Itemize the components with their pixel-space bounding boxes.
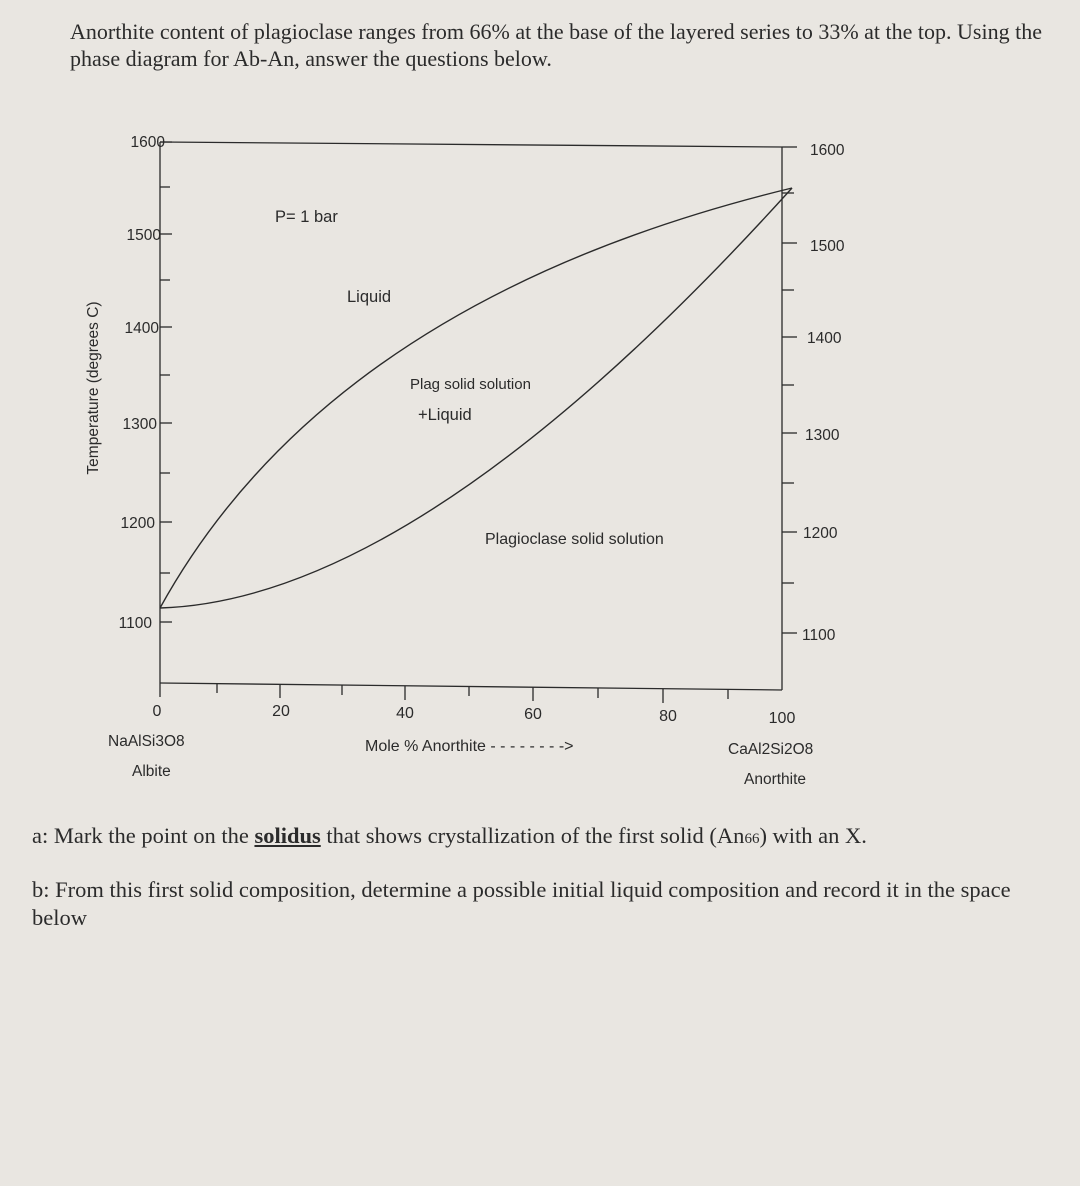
question-a-prefix: a: Mark the point on the — [32, 823, 255, 848]
y-axis-title: Temperature (degrees C) — [85, 301, 102, 475]
x-axis-title: Mole % Anorthite - - - - - - - -> — [365, 738, 574, 755]
left-tick-label: 1500 — [126, 227, 161, 244]
left-tick-label: 1400 — [124, 320, 159, 337]
bottom-tick-label: 60 — [524, 706, 542, 723]
right-axis-labels — [802, 142, 845, 644]
liquidus-curve — [160, 188, 792, 608]
left-tick-label: 1600 — [130, 134, 165, 151]
left-tick-label: 1200 — [120, 515, 155, 532]
question-a-subscript: 66 — [744, 831, 760, 847]
frame-bottom — [160, 683, 782, 690]
question-a-mid: that shows crystallization of the first solid (An — [320, 823, 745, 848]
region-two-phase-line2: +Liquid — [418, 406, 472, 424]
region-solid-label: Plagioclase solid solution — [485, 531, 664, 548]
region-two-phase-line1: Plag solid solution — [410, 376, 531, 393]
bottom-tick-label: 80 — [659, 708, 677, 725]
right-endmember-formula: CaAl2Si2O8 — [728, 741, 814, 758]
right-tick-label: 1400 — [807, 330, 842, 347]
axis-ticks — [160, 142, 797, 703]
right-endmember-name: Anorthite — [744, 771, 807, 788]
question-a-keyword: solidus — [254, 823, 321, 848]
left-endmember-name: Albite — [132, 763, 171, 780]
region-liquid-label: Liquid — [347, 288, 392, 306]
left-tick-label: 1300 — [122, 416, 157, 433]
right-tick-label: 1600 — [810, 142, 845, 159]
question-a-suffix: ) with an X. — [759, 823, 867, 848]
solidus-curve — [160, 188, 792, 608]
pressure-label: P= 1 bar — [275, 208, 338, 226]
right-tick-label: 1200 — [803, 525, 838, 542]
bottom-tick-label: 20 — [272, 703, 290, 720]
bottom-tick-label: 100 — [768, 710, 796, 727]
bottom-axis-labels — [153, 703, 796, 727]
right-tick-label: 1300 — [805, 427, 840, 444]
question-a — [32, 822, 1062, 853]
frame-top — [160, 142, 782, 147]
right-tick-label: 1100 — [802, 627, 836, 644]
bottom-tick-label: 0 — [152, 703, 162, 720]
intro-text: Anorthite content of plagioclase ranges from 66% at the base of the layered series to 33% at the top. Using the phase diagram for Ab-An, answer the questions below. — [70, 19, 1042, 71]
left-endmember-formula: NaAlSi3O8 — [108, 733, 185, 750]
bottom-tick-label: 40 — [396, 705, 414, 722]
right-tick-label: 1500 — [810, 238, 845, 255]
left-axis-labels — [119, 134, 166, 632]
left-tick-label: 1100 — [118, 615, 152, 632]
question-b: b: From this first solid composition, determine a possible initial liquid composition and record it in the space below — [32, 877, 1011, 930]
